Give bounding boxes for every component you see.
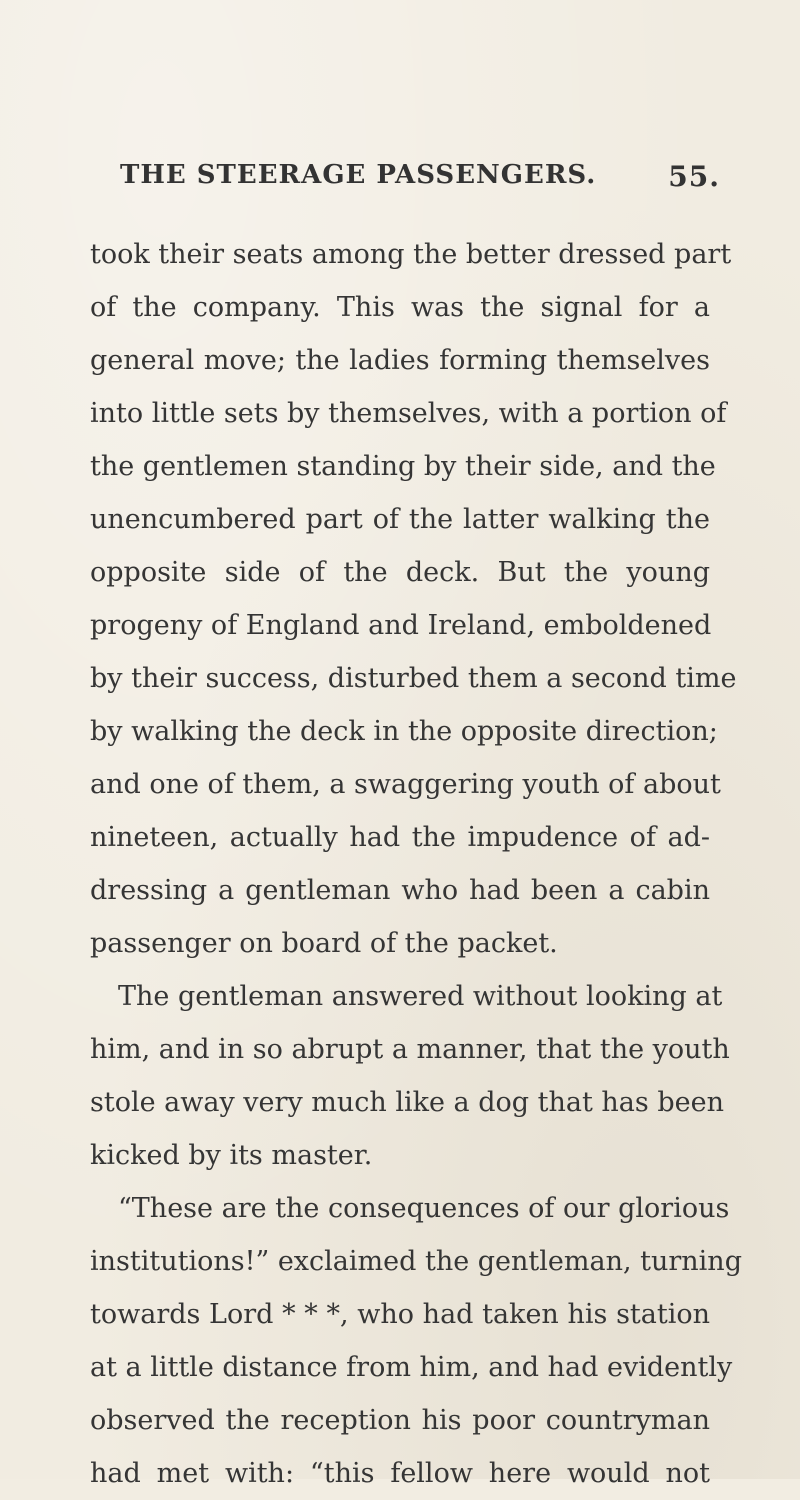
page-number: 55. [668,160,720,193]
running-title: THE STEERAGE PASSENGERS. [120,160,597,190]
text-line: dressing a gentleman who had been a cabin [90,875,710,906]
text-line: stole away very much like a dog that has been [90,1087,724,1118]
text-line: The gentleman answered without looking at [118,981,723,1012]
text-line: progeny of England and Ireland, emboldened [90,610,712,641]
text-line: by walking the deck in the opposite direction; [90,716,718,747]
body-text [90,228,742,1500]
text-line: general move; the ladies forming themselves [90,345,710,376]
text-line: unencumbered part of the latter walking the [90,504,710,535]
page-header [120,160,720,200]
text-line: “These are the consequences of our glorious [118,1193,730,1224]
text-line: observed the reception his poor countryman [90,1405,710,1436]
text-line: took their seats among the better dressed part [90,239,732,270]
text-line: and one of them, a swaggering youth of about [90,769,721,800]
text-line: passenger on board of the packet. [90,928,558,959]
text-line: of the company. This was the signal for a [90,292,710,323]
text-line: institutions!” exclaimed the gentleman, turning [90,1246,742,1277]
text-line: him, and in so abrupt a manner, that the youth [90,1034,730,1065]
text-line: had met with: “this fellow here would not [90,1458,710,1489]
text-line: into little sets by themselves, with a portion of [90,398,727,429]
text-line: opposite side of the deck. But the young [90,557,710,588]
text-line: nineteen, actually had the impudence of ad- [90,822,710,853]
text-line: towards Lord * * *, who had taken his station [90,1299,710,1330]
text-line: the gentlemen standing by their side, and the [90,451,716,482]
text-line: at a little distance from him, and had evidently [90,1352,733,1383]
text-line: by their success, disturbed them a second time [90,663,737,694]
text-line: kicked by its master. [90,1140,373,1171]
